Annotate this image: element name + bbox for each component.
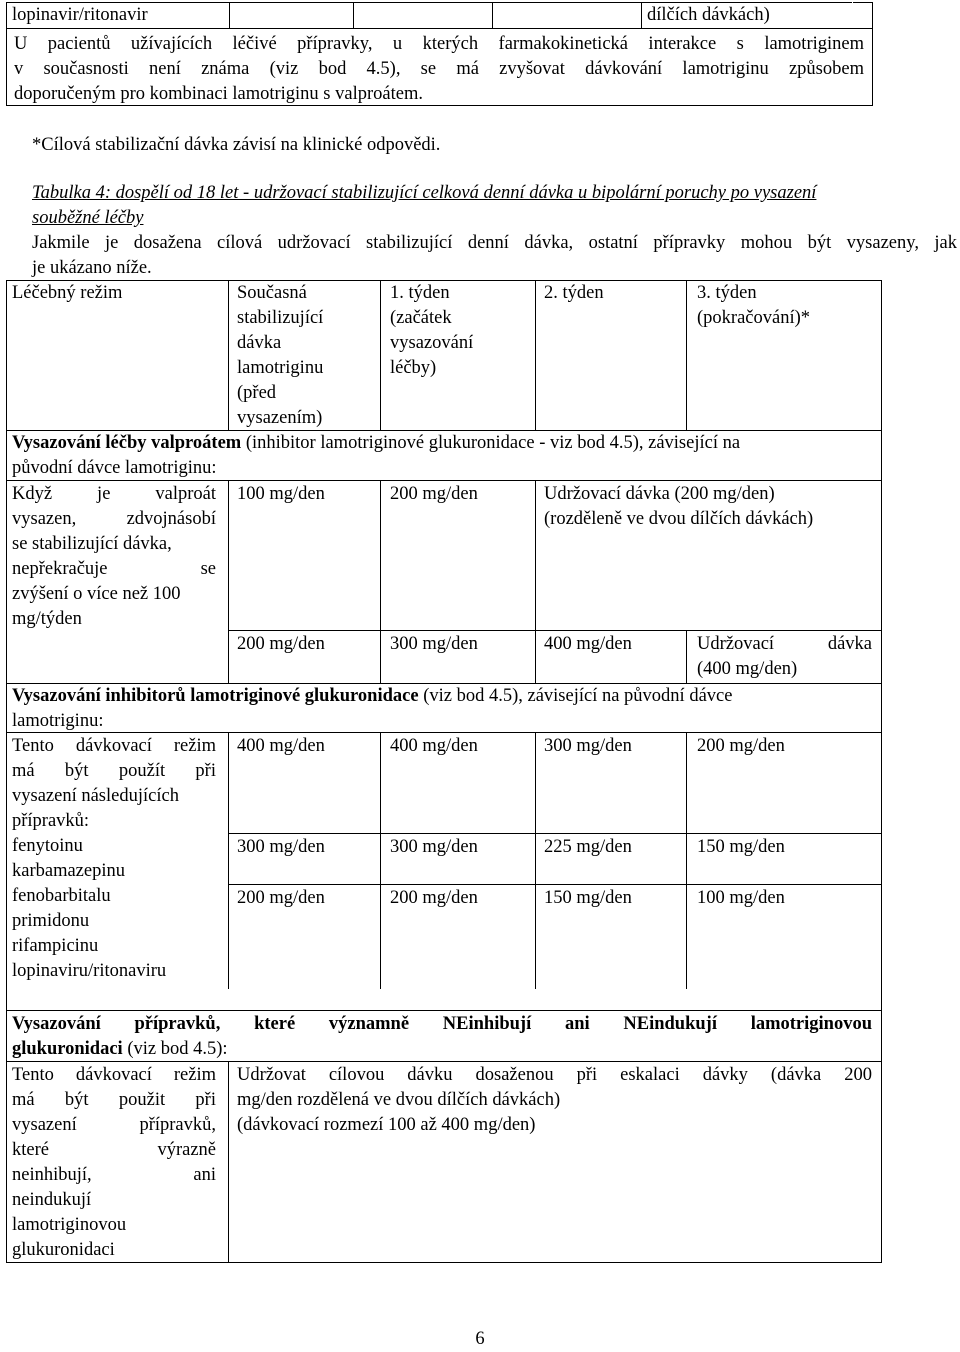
header-line: 3. týden <box>697 283 757 303</box>
section-valproate-title <box>12 431 872 481</box>
header-week3 <box>697 281 810 331</box>
table-intro <box>32 231 957 281</box>
header-line: Současná <box>237 283 307 303</box>
dose-cell-maintenance <box>544 482 813 532</box>
regimen-line: které výrazně <box>12 1140 216 1160</box>
header-current-dose <box>237 281 323 431</box>
header-line: dávka <box>237 333 282 353</box>
regimen-line: fenytoinu <box>12 836 83 856</box>
note-line: doporučeným pro kombinaci lamotriginu s valproátem. <box>14 84 423 104</box>
dose-line: Udržovací dávka (200 mg/den) <box>544 484 775 504</box>
header-regimen: Léčebný režim <box>12 283 123 303</box>
regimen-line: vysazen, zdvojnásobí <box>12 509 216 529</box>
intro-line: je ukázano níže. <box>32 258 152 278</box>
header-line: lamotriginu <box>237 358 324 378</box>
section-title-rest: (viz bod 4.5), závisející na původní dávce <box>418 686 733 706</box>
regimen-line: Tento dávkovací režim <box>12 736 216 756</box>
header-line: (před <box>237 383 277 403</box>
section-title-line: lamotriginu: <box>12 711 104 731</box>
dose-cell: 400 mg/den <box>390 736 478 756</box>
instruction-line: (dávkovací rozmezí 100 až 400 mg/den) <box>237 1115 536 1135</box>
dose-cell: 100 mg/den <box>697 888 785 908</box>
regimen-line: vysazení následujících <box>12 786 179 806</box>
section-title-rest: (viz bod 4.5): <box>122 1039 228 1059</box>
regimen-line: mg/týden <box>12 609 82 629</box>
dose-cell: 300 mg/den <box>544 736 632 756</box>
regimen-line: nepřekračuje se <box>12 559 216 579</box>
caption-line: souběžné léčby <box>32 208 144 228</box>
page-number: 6 <box>475 1329 485 1349</box>
dose-cell: 200 mg/den <box>390 888 478 908</box>
target-dose-footnote: *Cílová stabilizační dávka závisí na klinické odpovědi. <box>32 135 441 155</box>
regimen-line: má být použit při <box>12 1090 216 1110</box>
header-line: vysazování <box>390 333 474 353</box>
header-line: léčby) <box>390 358 437 378</box>
section-title-line: původní dávce lamotriginu: <box>12 458 217 478</box>
dose-cell: 150 mg/den <box>697 837 785 857</box>
section-title-line: Vysazování přípravků, které významně NEinhibují ani NEindukují lamotriginovou <box>12 1014 872 1034</box>
regimen-line: zvýšení o více než 100 <box>12 584 181 604</box>
dose-cell: 300 mg/den <box>390 837 478 857</box>
header-line: (pokračování)* <box>697 308 811 328</box>
regimen-line: lopinaviru/ritonaviru <box>12 961 167 981</box>
section-title-bold: Vysazování léčby valproátem <box>12 433 242 453</box>
caption-line: Tabulka 4: dospělí od 18 let - udržovací stabilizující celková denní dávka u bipolární poruchy po vysazení <box>32 183 817 203</box>
section-non-interacting-title <box>12 1012 872 1062</box>
dose-line: Udržovací dávka <box>697 634 872 654</box>
instruction-line: Udržovat cílovou dávku dosaženou při eskalaci dávky (dávka 200 <box>237 1065 872 1085</box>
regimen-line: Tento dávkovací režim <box>12 1065 216 1085</box>
regimen-line: Když je valproát <box>12 484 216 504</box>
header-line: stabilizující <box>237 308 324 328</box>
dose-line: (rozděleně ve dvou dílčích dávkách) <box>544 509 814 529</box>
note-line: U pacientů užívajících léčivé přípravky, u kterých farmakokinetická interakce s lamotriginem <box>14 34 864 54</box>
regimen-line: neindukují <box>12 1190 92 1210</box>
regimen-line: fenobarbitalu <box>12 886 111 906</box>
regimen-line: rifampicinu <box>12 936 99 956</box>
header-line: vysazením) <box>237 408 323 428</box>
regimen-line: primidonu <box>12 911 90 931</box>
dose-cell: 150 mg/den <box>544 888 632 908</box>
regimen-line: má být použít při <box>12 761 216 781</box>
header-line: 1. týden <box>390 283 450 303</box>
dose-cell: 200 mg/den <box>390 484 478 504</box>
dose-cell: 200 mg/den <box>237 888 325 908</box>
regimen-line: lamotriginovou <box>12 1215 127 1235</box>
dose-cell: 225 mg/den <box>544 837 632 857</box>
previous-table-cell-dose: dílčích dávkách) <box>647 5 770 25</box>
previous-table-note <box>14 32 864 107</box>
dose-cell-maintenance <box>697 632 872 682</box>
regimen-line: glukuronidaci <box>12 1240 115 1260</box>
section-title-bold: Vysazování inhibitorů lamotriginové glukuronidace <box>12 686 419 706</box>
section-valproate-regimen <box>12 482 216 632</box>
previous-table-cell-regimen: lopinavir/ritonavir <box>12 5 148 25</box>
regimen-line: karbamazepinu <box>12 861 125 881</box>
header-week1 <box>390 281 473 381</box>
section-inhibitors-title <box>12 684 872 734</box>
note-line: v současnosti není známa (viz bod 4.5), se má zvyšovat dávkování lamotriginu způsobem <box>14 59 864 79</box>
section-title-bold: glukuronidaci <box>12 1039 123 1059</box>
dose-cell: 100 mg/den <box>237 484 325 504</box>
regimen-line: neinhibují, ani <box>12 1165 216 1185</box>
intro-line: Jakmile je dosažena cílová udržovací stabilizující denní dávka, ostatní přípravky mohou být vysazeny, jak <box>32 233 957 253</box>
dose-cell: 400 mg/den <box>544 634 632 654</box>
regimen-line: se stabilizující dávka, <box>12 534 172 554</box>
section-non-interacting-regimen <box>12 1063 216 1263</box>
dose-cell: 300 mg/den <box>390 634 478 654</box>
section-title-rest: (inhibitor lamotriginové glukuronidace - viz bod 4.5), závisející na <box>241 433 741 453</box>
instruction-line: mg/den rozdělená ve dvou dílčích dávkách) <box>237 1090 561 1110</box>
section-inhibitors-regimen <box>12 734 216 984</box>
previous-table-row <box>7 3 872 29</box>
header-line: (začátek <box>390 308 452 328</box>
dose-cell: 400 mg/den <box>237 736 325 756</box>
dose-line: (400 mg/den) <box>697 659 798 679</box>
previous-table-fragment <box>6 2 873 106</box>
header-week2: 2. týden <box>544 283 604 303</box>
regimen-line: přípravků: <box>12 811 90 831</box>
dose-cell: 200 mg/den <box>237 634 325 654</box>
regimen-line: vysazení přípravků, <box>12 1115 216 1135</box>
maintenance-instruction <box>237 1063 872 1138</box>
dose-cell: 300 mg/den <box>237 837 325 857</box>
dose-cell: 200 mg/den <box>697 736 785 756</box>
table-caption <box>32 181 957 231</box>
